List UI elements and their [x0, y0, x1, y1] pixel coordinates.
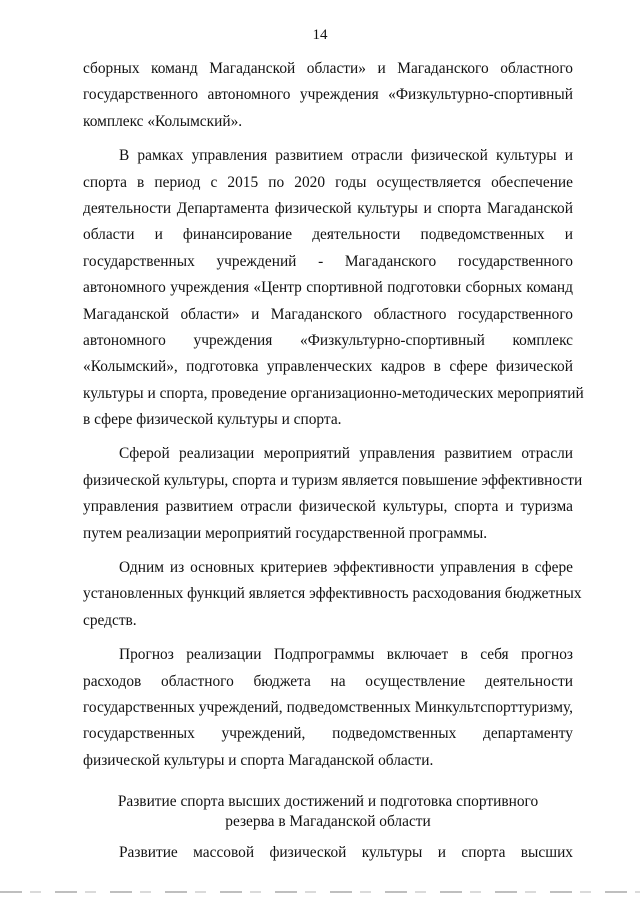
text-line: «Колымский», подготовка управленческих кадров в сфере физической	[83, 358, 573, 376]
paragraph-4	[83, 555, 582, 634]
text-line: культуры и спорта, проведение организационно-методических мероприятий	[83, 384, 584, 402]
text-line: физической культуры и спорта Магаданской области.	[83, 751, 434, 769]
text-line: Сферой реализации мероприятий управления развитием отрасли	[119, 445, 573, 463]
text-line: государственных учреждений, подведомственных департаменту	[83, 725, 573, 743]
text-line: средств.	[83, 611, 137, 629]
text-line: в сфере физической культуры и спорта.	[83, 411, 342, 429]
text-line: области и финансирование деятельности подведомственных и	[83, 226, 573, 244]
text-line: государственных учреждений - Магаданского государственного	[83, 252, 573, 270]
text-line: автономного учреждения «Физкультурно-спортивный комплекс	[83, 331, 573, 349]
paragraph-2	[83, 143, 584, 433]
text-line: расходов областного бюджета на осуществление деятельности	[83, 672, 573, 690]
section-heading-line: Развитие спорта высших достижений и подготовка спортивного	[117, 793, 539, 811]
text-line: физической культуры, спорта и туризм является повышение эффективности	[83, 471, 583, 489]
text-line: государственного автономного учреждения «Физкультурно-спортивный	[83, 86, 573, 104]
paragraph-5	[83, 642, 573, 774]
paragraph-3	[83, 441, 583, 547]
text-line: управления развитием отрасли физической культуры, спорта и туризма	[83, 498, 573, 516]
text-line: деятельности Департамента физической культуры и спорта Магаданской	[83, 199, 573, 217]
page-number: 14	[312, 27, 328, 43]
text-line: спорта в период с 2015 по 2020 годы осуществляется обеспечение	[83, 173, 573, 191]
document-body	[83, 56, 584, 867]
section-heading	[83, 792, 573, 832]
text-line: установленных функций является эффективность расходования бюджетных	[83, 585, 582, 603]
text-line: автономного учреждения «Центр спортивной подготовки сборных команд	[83, 279, 573, 297]
text-line: государственных учреждений, подведомственных Минкультспорттуризму,	[83, 698, 573, 716]
text-line: путем реализации мероприятий государственной программы.	[83, 524, 488, 542]
text-line: Магаданской области» и Магаданского областного государственного	[83, 305, 573, 323]
text-line: Развитие массовой физической культуры и спорта высших	[119, 844, 573, 862]
paragraph-6	[83, 840, 573, 866]
text-line: Одним из основных критериев эффективности управления в сфере	[119, 559, 573, 577]
text-line: В рамках управления развитием отрасли физической культуры и	[119, 147, 573, 165]
text-line: комплекс «Колымский».	[83, 112, 243, 130]
text-line: Прогноз реализации Подпрограммы включает в себя прогноз	[119, 646, 573, 664]
paragraph-1	[83, 56, 573, 135]
scan-artifact-line	[0, 891, 640, 893]
text-line: сборных команд Магаданской области» и Магаданского областного	[83, 60, 573, 77]
section-heading-line: резерва в Магаданской области	[225, 813, 431, 831]
